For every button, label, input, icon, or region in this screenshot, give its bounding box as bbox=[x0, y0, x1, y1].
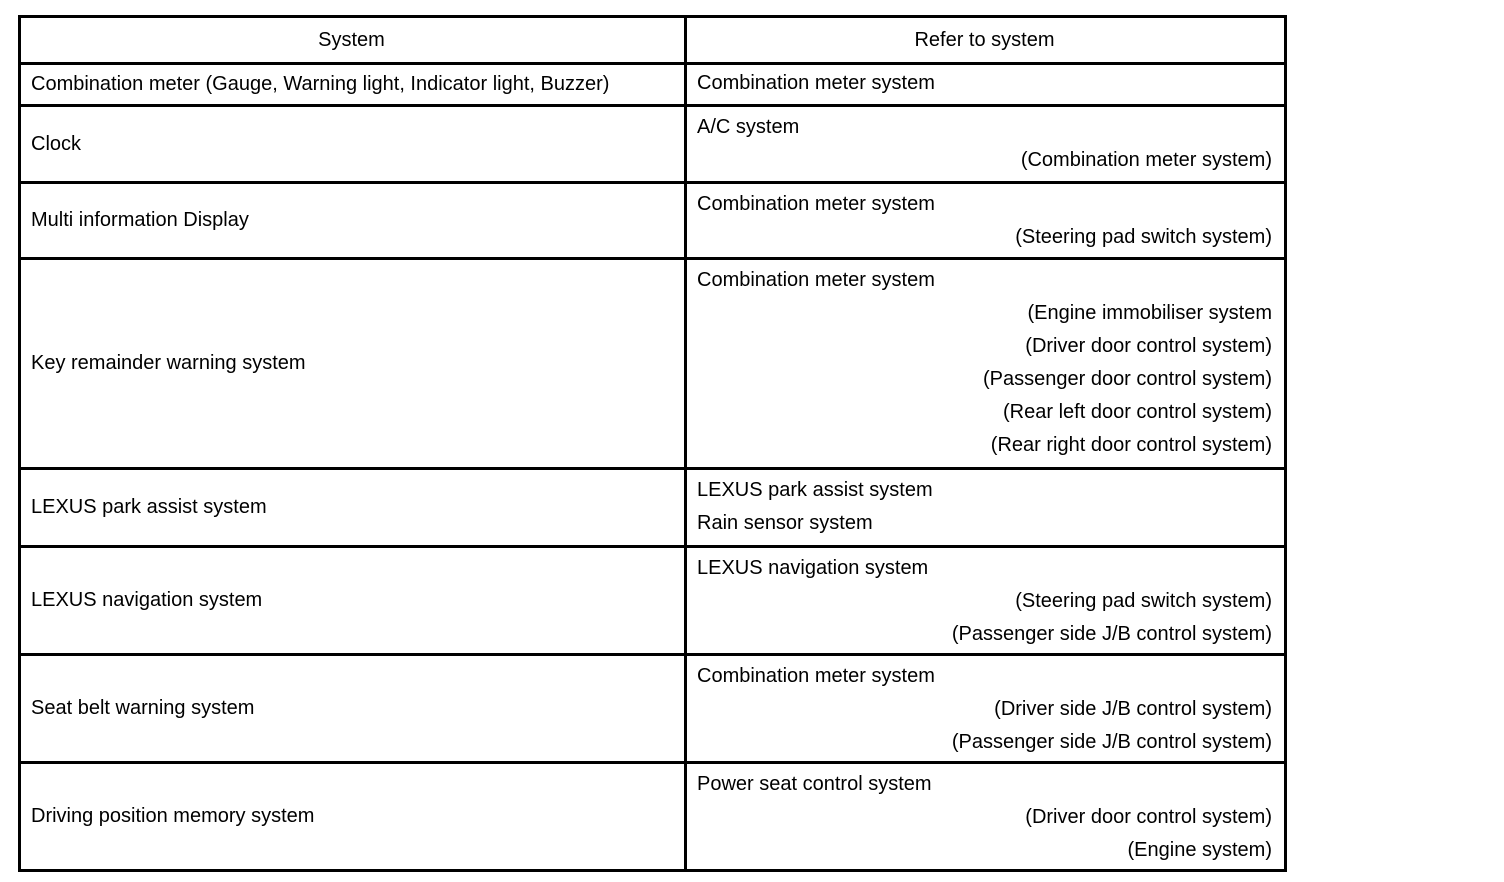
system-cell: Driving position memory system bbox=[20, 763, 686, 871]
refer-cell bbox=[686, 64, 1286, 106]
system-reference-table bbox=[18, 15, 1287, 872]
refer-line: Combination meter system bbox=[697, 72, 935, 94]
system-cell: Key remainder warning system bbox=[20, 259, 686, 469]
refer-subline: (Rear right door control system) bbox=[990, 434, 1272, 456]
refer-subline: (Steering pad switch system) bbox=[1015, 590, 1272, 612]
refer-subline: (Driver door control system) bbox=[1025, 335, 1272, 357]
refer-cell bbox=[686, 547, 1286, 655]
refer-cell bbox=[686, 106, 1286, 183]
refer-line: Power seat control system bbox=[697, 773, 932, 795]
header-system: System bbox=[20, 17, 686, 64]
refer-subline: (Passenger side J/B control system) bbox=[951, 623, 1272, 645]
system-cell: LEXUS navigation system bbox=[20, 547, 686, 655]
table-row bbox=[20, 259, 1286, 469]
system-cell: LEXUS park assist system bbox=[20, 469, 686, 547]
refer-subline: (Steering pad switch system) bbox=[1015, 226, 1272, 248]
refer-subline: (Combination meter system) bbox=[1020, 149, 1272, 171]
system-cell: Seat belt warning system bbox=[20, 655, 686, 763]
system-cell: Clock bbox=[20, 106, 686, 183]
refer-cell bbox=[686, 655, 1286, 763]
table-row bbox=[20, 547, 1286, 655]
table-row bbox=[20, 763, 1286, 871]
table-row bbox=[20, 469, 1286, 547]
refer-subline: (Passenger door control system) bbox=[982, 368, 1272, 390]
refer-cell bbox=[686, 469, 1286, 547]
refer-subline: (Engine immobiliser system bbox=[1027, 302, 1272, 324]
refer-subline: (Driver door control system) bbox=[1025, 806, 1272, 828]
refer-cell bbox=[686, 183, 1286, 259]
refer-subline: (Passenger side J/B control system) bbox=[951, 731, 1272, 753]
header-refer-to-system: Refer to system bbox=[686, 17, 1286, 64]
table-row bbox=[20, 106, 1286, 183]
header-row bbox=[20, 17, 1286, 64]
refer-line: Combination meter system bbox=[697, 269, 935, 291]
table-row bbox=[20, 655, 1286, 763]
system-cell: Multi information Display bbox=[20, 183, 686, 259]
refer-line: A/C system bbox=[697, 116, 800, 138]
refer-line: LEXUS park assist system bbox=[697, 479, 933, 501]
system-cell: Combination meter (Gauge, Warning light, Indicator light, Buzzer) bbox=[20, 64, 686, 106]
refer-line: Combination meter system bbox=[697, 665, 935, 687]
refer-subline: (Rear left door control system) bbox=[1003, 401, 1272, 423]
table-row bbox=[20, 183, 1286, 259]
refer-line: Rain sensor system bbox=[697, 512, 873, 534]
refer-line: Combination meter system bbox=[697, 193, 935, 215]
refer-subline: (Driver side J/B control system) bbox=[994, 698, 1272, 720]
refer-cell bbox=[686, 763, 1286, 871]
refer-line: LEXUS navigation system bbox=[697, 557, 929, 579]
table-row bbox=[20, 64, 1286, 106]
refer-cell bbox=[686, 259, 1286, 469]
refer-subline: (Engine system) bbox=[1127, 839, 1272, 861]
